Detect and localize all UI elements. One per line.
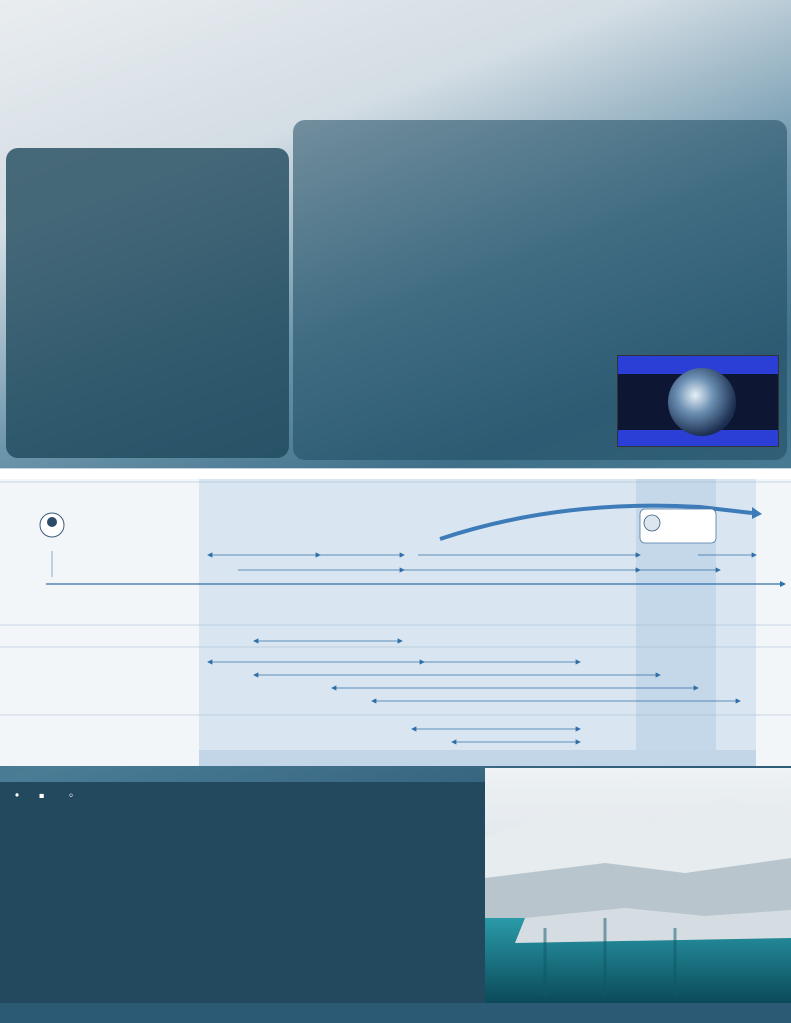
legacy-box	[6, 148, 289, 458]
footer-contact	[0, 1003, 791, 1023]
polar-palooza-logo	[617, 355, 779, 447]
ipy-timeline	[0, 468, 791, 766]
numbers-box	[0, 782, 485, 1003]
ice-shelf-photo	[485, 768, 791, 1003]
globe-icon	[668, 368, 736, 436]
tl-shade-main	[199, 469, 636, 766]
